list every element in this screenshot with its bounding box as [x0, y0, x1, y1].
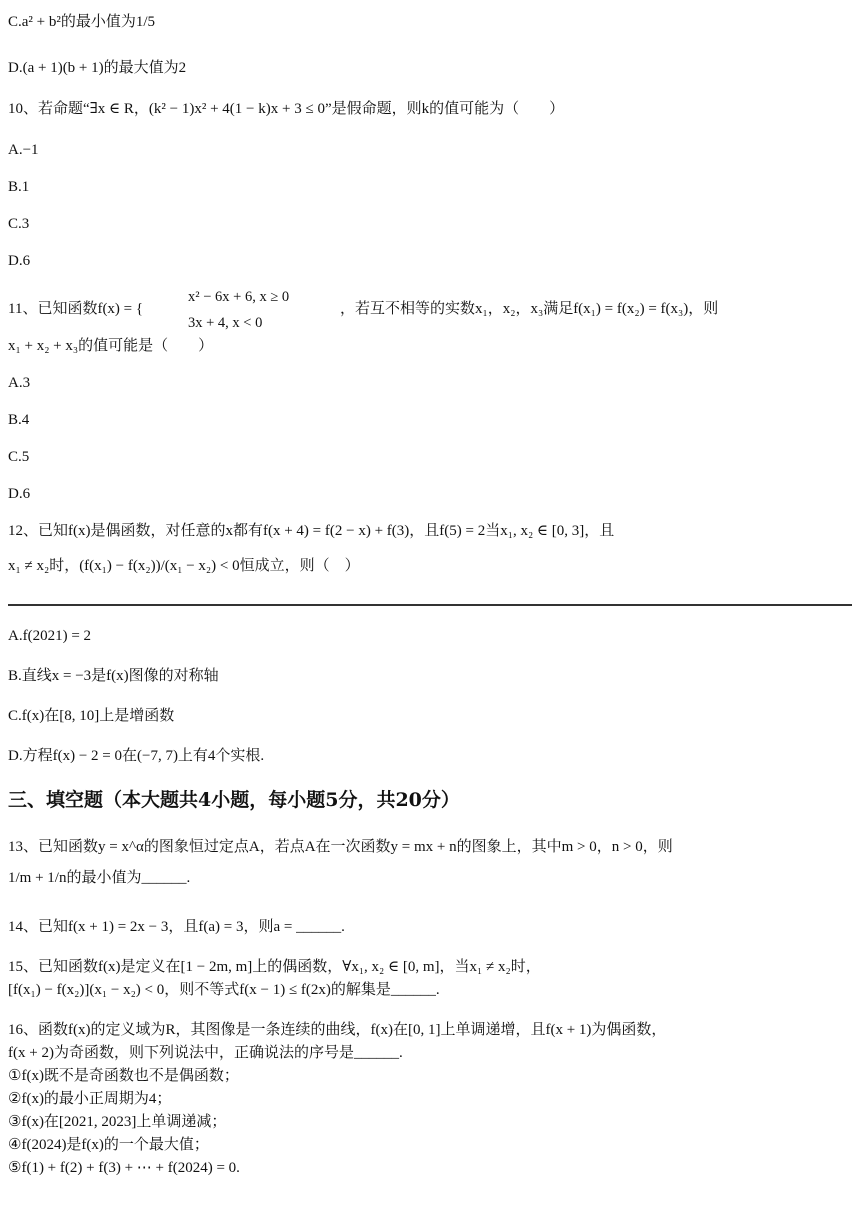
question-12-line2: x₁ ≠ x₂时，(f(x₁) − f(x₂))/(x₁ − x₂) < 0恒成立，则（ ） [8, 558, 360, 574]
question-11-prefix: 11、已知函数f(x) = { [8, 301, 144, 317]
option-11b: B.4 [8, 412, 30, 428]
question-16-statement-2: ②f(x)的最小正周期为4； [8, 1091, 172, 1107]
divider-rule [8, 604, 852, 606]
question-14: 14、已知f(x + 1) = 2x − 3，且f(a) = 3，则a = ______. [8, 919, 345, 935]
option-10c: C.3 [8, 216, 30, 232]
option-10d: D.6 [8, 253, 31, 269]
question-16-statement-4: ④f(2024)是f(x)的一个最大值； [8, 1137, 209, 1153]
question-16-statement-5: ⑤f(1) + f(2) + f(3) + ⋯ + f(2024) = 0. [8, 1160, 240, 1176]
question-16-line2: f(x + 2)为奇函数，则下列说法中，正确说法的序号是______. [8, 1045, 403, 1061]
section-3-heading: 三、填空题（本大题共4小题，每小题5分，共20分） [8, 789, 460, 811]
question-11-suffix: ，若互不相等的实数x₁，x₂，x₃满足f(x₁) = f(x₂) = f(x₃)，则 [340, 301, 719, 317]
option-12a: A.f(2021) = 2 [8, 628, 92, 644]
option-11d: D.6 [8, 486, 31, 502]
option-9c: C.a² + b²的最小值为1/5 [8, 14, 156, 30]
option-12b: B.直线x = −3是f(x)图像的对称轴 [8, 668, 219, 684]
question-11-piece-bottom: 3x + 4, x < 0 [188, 315, 263, 331]
question-15-line1: 15、已知函数f(x)是定义在[1 − 2m, m]上的偶函数，∀x₁, x₂ ∈ [0, m]，当x₁ ≠ x₂时， [8, 959, 541, 975]
question-10: 10、若命题“∃x ∈ R，(k² − 1)x² + 4(1 − k)x + 3 ≤ 0”是假命题，则k的值可能为（ ） [8, 101, 565, 117]
option-12c: C.f(x)在[8, 10]上是增函数 [8, 708, 175, 724]
question-11-piece-top: x² − 6x + 6, x ≥ 0 [188, 289, 290, 305]
option-10b: B.1 [8, 179, 30, 195]
question-12-line1: 12、已知f(x)是偶函数，对任意的x都有f(x + 4) = f(2 − x) + f(3)，且f(5) = 2当x₁, x₂ ∈ [0, 3]，且 [8, 523, 615, 539]
option-11c: C.5 [8, 449, 30, 465]
question-16-statement-3: ③f(x)在[2021, 2023]上单调递减； [8, 1114, 227, 1130]
option-11a: A.3 [8, 375, 31, 391]
option-10a: A.−1 [8, 142, 39, 158]
question-16-line1: 16、函数f(x)的定义域为R，其图像是一条连续的曲线，f(x)在[0, 1]上单调递增，且f(x + 1)为偶函数， [8, 1022, 667, 1038]
question-15-line2: [f(x₁) − f(x₂)](x₁ − x₂) < 0，则不等式f(x − 1) ≤ f(2x)的解集是______. [8, 982, 440, 998]
question-13-line1: 13、已知函数y = x^α的图象恒过定点A，若点A在一次函数y = mx + n的图象上，其中m > 0，n > 0，则 [8, 839, 673, 855]
option-9d: D.(a + 1)(b + 1)的最大值为2 [8, 60, 187, 76]
question-16-statement-1: ①f(x)既不是奇函数也不是偶函数； [8, 1068, 239, 1084]
question-13-line2: 1/m + 1/n的最小值为______. [8, 870, 191, 886]
question-11-continuation: x₁ + x₂ + x₃的值可能是（ ） [8, 338, 214, 354]
option-12d: D.方程f(x) − 2 = 0在(−7, 7)上有4个实根. [8, 748, 265, 764]
